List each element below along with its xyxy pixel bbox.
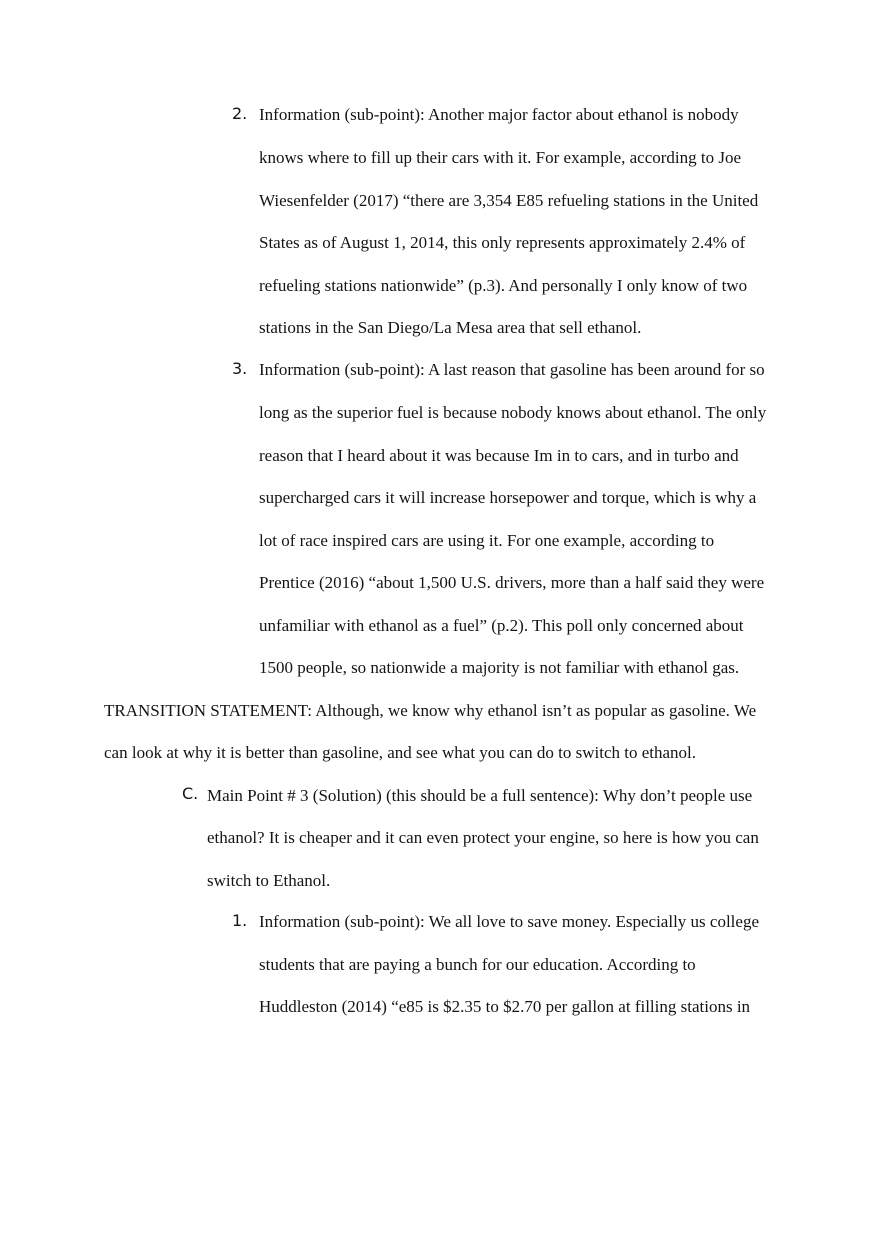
paragraph-line: Main Point # 3 (Solution) (this should be a full sentence): Why don’t people use	[207, 786, 753, 805]
paragraph-line: Wiesenfelder (2017) “there are 3,354 E85 refueling stations in the United	[259, 191, 759, 210]
paragraph-line: stations in the San Diego/La Mesa area that sell ethanol.	[259, 318, 642, 337]
list-marker: 1.	[232, 911, 248, 930]
paragraph-line: long as the superior fuel is because nobody knows about ethanol. The only	[259, 403, 767, 422]
paragraph-line: students that are paying a bunch for our education. According to	[259, 955, 696, 974]
paragraph-line: Huddleston (2014) “e85 is $2.35 to $2.70 per gallon at filling stations in	[259, 997, 751, 1016]
list-marker: 2.	[232, 104, 248, 123]
paragraph-line: unfamiliar with ethanol as a fuel” (p.2). This poll only concerned about	[259, 616, 744, 635]
paragraph-line: ethanol? It is cheaper and it can even protect your engine, so here is how you can	[207, 828, 759, 847]
paragraph-line: supercharged cars it will increase horsepower and torque, which is why a	[259, 488, 757, 507]
paragraph-line: can look at why it is better than gasoline, and see what you can do to switch to ethanol.	[104, 743, 697, 762]
paragraph-line: lot of race inspired cars are using it. For one example, according to	[259, 531, 715, 550]
paragraph-line: switch to Ethanol.	[207, 871, 331, 890]
paragraph-line: 1500 people, so nationwide a majority is not familiar with ethanol gas.	[259, 658, 740, 677]
list-marker: C.	[182, 784, 199, 803]
paragraph-line: Information (sub-point): A last reason that gasoline has been around for so	[259, 360, 765, 379]
paragraph-line: Information (sub-point): We all love to save money. Especially us college	[259, 912, 759, 931]
paragraph-line: Information (sub-point): Another major factor about ethanol is nobody	[259, 105, 739, 124]
paragraph-line: knows where to fill up their cars with it. For example, according to Joe	[259, 148, 742, 167]
paragraph-line: TRANSITION STATEMENT: Although, we know why ethanol isn’t as popular as gasoline. We	[104, 701, 757, 720]
paragraph-line: reason that I heard about it was because Im in to cars, and in turbo and	[259, 446, 739, 465]
paragraph-line: Prentice (2016) “about 1,500 U.S. drivers, more than a half said they were	[259, 573, 765, 592]
paragraph-line: refueling stations nationwide” (p.3). And personally I only know of two	[259, 276, 748, 295]
paragraph-line: States as of August 1, 2014, this only represents approximately 2.4% of	[259, 233, 746, 252]
list-marker: 3.	[232, 359, 248, 378]
